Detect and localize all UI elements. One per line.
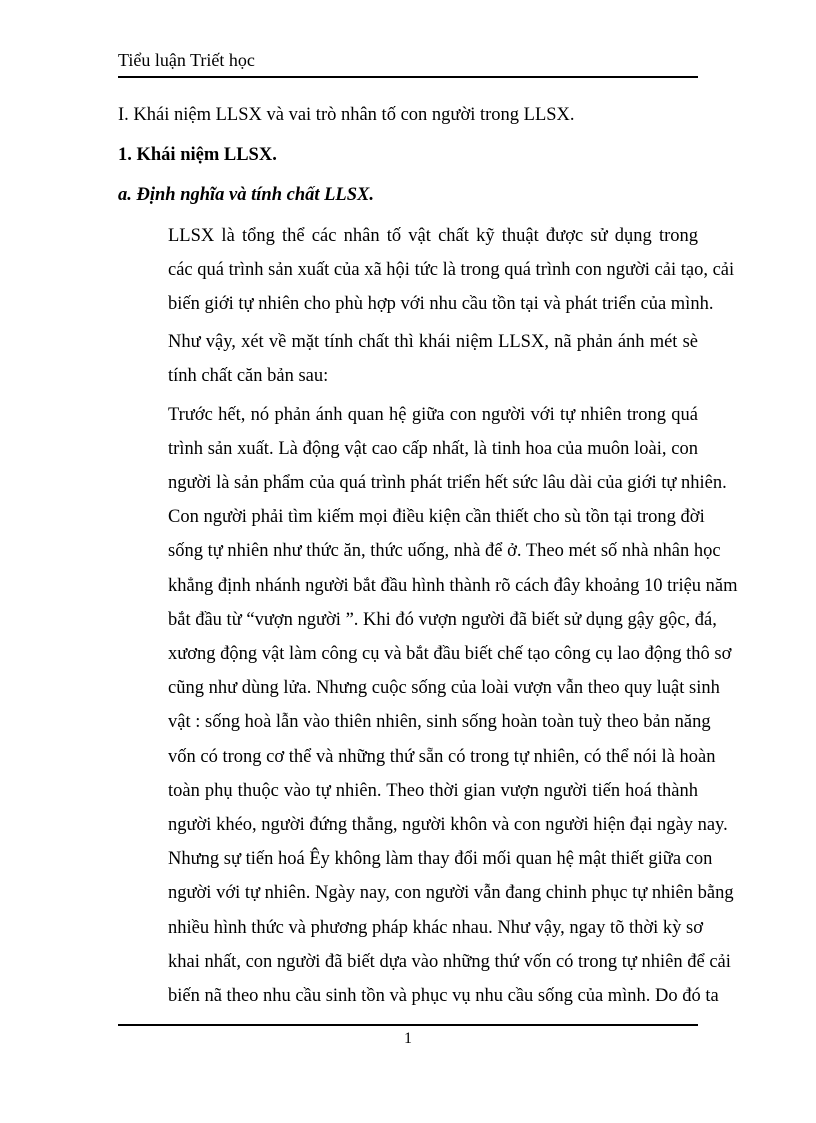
- text-line: Nhưng sự tiến hoá Êy không làm thay đổi mối quan hệ mật thiết giữa con: [168, 849, 713, 870]
- text-line: biến giới tự nhiên cho phù hợp với nhu cầu tồn tại và phát triển của mình.: [168, 294, 714, 315]
- text-line: bắt đầu từ “vượn người ”. Khi đó vượn người đã biết sử dụng gậy gộc, đá,: [168, 609, 717, 630]
- paragraphs: [118, 219, 738, 1014]
- text-line: Con người phải tìm kiếm mọi điều kiện cần thiết cho sù tồn tại trong đời: [168, 507, 705, 528]
- text-line: Như vậy, xét về mặt tính chất thì khái niệm LLSX, nã phản ánh mét sè: [168, 332, 698, 353]
- text-line: người với tự nhiên. Ngày nay, con người vẫn đang chinh phục tự nhiên bằng: [168, 883, 734, 904]
- body-paragraph: [118, 398, 738, 1014]
- subsection-title: 1. Khái niệm LLSX.: [118, 145, 277, 166]
- text-line: vốn có trong cơ thể và những thứ sẵn có trong tự nhiên, có thể nói là hoàn: [168, 746, 716, 767]
- text-line: toàn phụ thuộc vào tự nhiên. Theo thời gian vượn người tiến hoá thành: [168, 780, 698, 801]
- text-line: xương động vật làm công cụ và bắt đầu biết chế tạo công cụ lao động thô sơ: [168, 644, 732, 665]
- text-line: Trước hết, nó phản ánh quan hệ giữa con người với tự nhiên trong quá: [168, 404, 698, 425]
- text-line: tính chất căn bản sau:: [168, 366, 329, 387]
- document-body: [118, 98, 738, 1017]
- text-line: người khéo, người đứng thẳng, người khôn và con người hiện đại ngày nay.: [168, 815, 728, 836]
- text-line: các quá trình sản xuất của xã hội tức là trong quá trình con người cải tạo, cải: [168, 259, 735, 280]
- section-title: I. Khái niệm LLSX và vai trò nhân tố con người trong LLSX.: [118, 105, 575, 125]
- text-line: vật : sống hoà lẫn vào thiên nhiên, sinh sống hoàn toàn tuỳ theo bản năng: [168, 712, 711, 733]
- footer-rule: [118, 1024, 698, 1026]
- running-header: Tiểu luận Triết học: [118, 50, 255, 70]
- text-line: khẳng định nhánh người bắt đầu hình thành rõ cách đây khoảng 10 triệu năm: [168, 575, 738, 596]
- body-paragraph: [118, 325, 698, 393]
- text-line: trình sản xuất. Là động vật cao cấp nhất, là tinh hoa của muôn loài, con: [168, 438, 698, 459]
- text-line: sống tự nhiên như thức ăn, thức uống, nhà để ở. Theo mét số nhà nhân học: [168, 541, 721, 562]
- subsubsection-title: a. Định nghĩa và tính chất LLSX.: [118, 185, 374, 206]
- body-paragraph: [118, 219, 735, 322]
- text-line: biến nã theo nhu cầu sinh tồn và phục vụ nhu cầu sống của mình. Do đó ta: [168, 986, 719, 1007]
- text-line: nhiều hình thức và phương pháp khác nhau. Như vậy, ngay tõ thời kỳ sơ: [168, 917, 704, 938]
- text-line: cũng như dùng lửa. Nhưng cuộc sống của loài vượn vẫn theo quy luật sinh: [168, 678, 720, 699]
- text-line: người là sản phẩm của quá trình phát triển hết sức lâu dài của giới tự nhiên.: [168, 473, 727, 494]
- page-number: 1: [404, 1030, 412, 1047]
- text-line: LLSX là tổng thể các nhân tố vật chất kỹ thuật được sử dụng trong: [168, 225, 698, 246]
- header-rule: [118, 76, 698, 78]
- text-line: khai nhất, con người đã biết dựa vào những thứ vốn có trong tự nhiên để cải: [168, 951, 731, 972]
